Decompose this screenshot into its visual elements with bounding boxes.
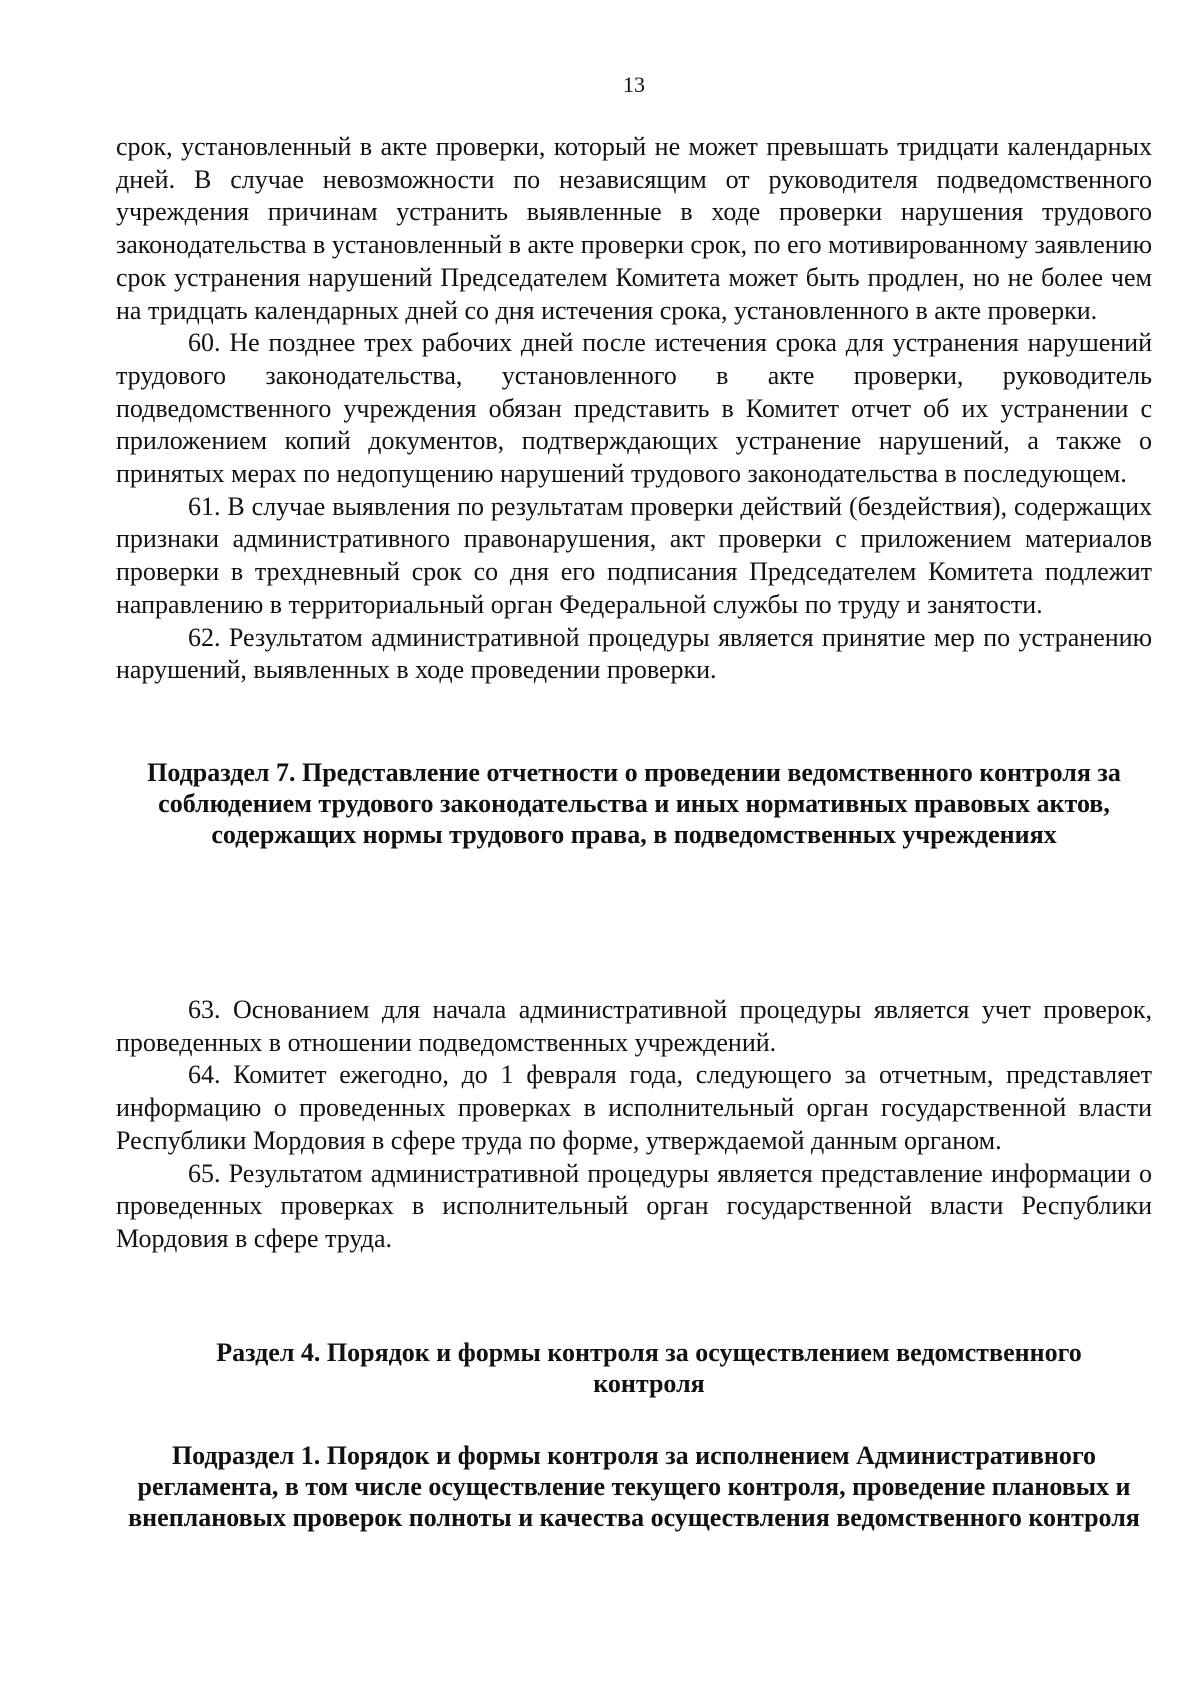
paragraphs-top — [116, 131, 1152, 687]
paragraph-62: 62. Результатом административной процедуры является принятие мер по устранению нарушений, выявленных в ходе проведении проверки. — [116, 622, 1152, 685]
page-number: 13 — [623, 72, 645, 97]
section-4-heading: Раздел 4. Порядок и формы контроля за осуществлением ведомственного контроля — [216, 1338, 1082, 1398]
subsection-7-heading: Подраздел 7. Представление отчетности о проведении ведомственного контроля за соблюдением трудового законодательства и иных нормативных правовых актов, содержащих нормы трудового права, в подведомственных учреждениях — [147, 758, 1121, 849]
paragraphs-bottom — [116, 994, 1152, 1256]
paragraph-64: 64. Комитет ежегодно, до 1 февраля года, следующего за отчетным, представляет информацию о проведенных проверках в исполнительный орган государственной власти Республики Мордовия в сфере труда по форме, утверждаемой данным органом. — [116, 1060, 1152, 1155]
subsection-1-heading: Подраздел 1. Порядок и формы контроля за исполнением Административного регламента, в том числе осуществление текущего контроля, проведение плановых и внеплановых проверок полноты и качества осуществления ведомственного контроля — [128, 1441, 1140, 1532]
paragraph-65: 65. Результатом административной процедуры является представление информации о проведенных проверках в исполнительный орган государственной власти Республики Мордовия в сфере труда. — [116, 1158, 1152, 1253]
paragraph-61: 61. В случае выявления по результатам проверки действий (бездействия), содержащих признаки административного правонарушения, акт проверки с приложением материалов проверки в трехдневный срок со дня его подписания Председателем Комитета подлежит направлению в территориальный орган Федеральной службы по труду и занятости. — [116, 491, 1152, 619]
paragraph-60: 60. Не позднее трех рабочих дней после истечения срока для устранения нарушений трудового законодательства, установленного в акте проверки, руководитель подведомственного учреждения обязан представить в Комитет отчет об их устранении с приложением копий документов, подтверждающих устранение нарушений, а также о принятых мерах по недопущению нарушений трудового законодательства в последующем. — [116, 328, 1152, 489]
paragraph-59-continuation: срок, установленный в акте проверки, который не может превышать тридцати календарных дней. В случае невозможности по независящим от руководителя подведомственного учреждения причинам устранить выявленные в ходе проверки нарушения трудового законодательства в установленный в акте проверки срок, по его мотивированному заявлению срок устранения нарушений Председателем Комитета может быть продлен, но не более чем на тридцать календарных дней со дня истечения срока, установленного в акте проверки. — [116, 132, 1152, 325]
paragraph-63: 63. Основанием для начала административной процедуры является учет проверок, проведенных в отношении подведомственных учреждений. — [116, 995, 1152, 1057]
